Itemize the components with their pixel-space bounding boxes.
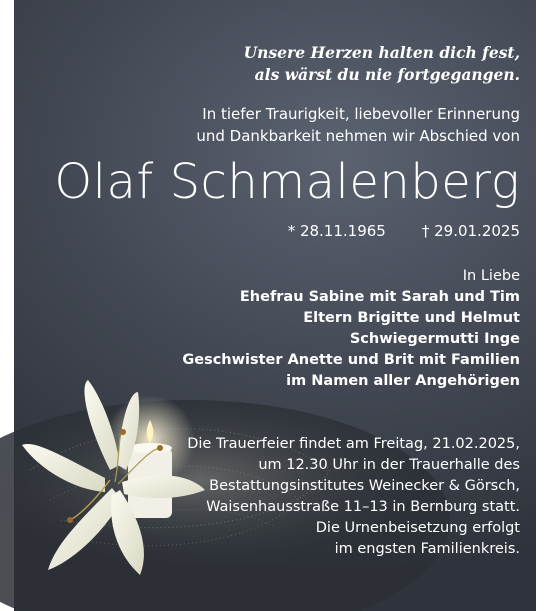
intro-text	[196, 103, 520, 147]
service-line: Waisenhausstraße 11–13 in Bernburg statt.	[206, 499, 520, 515]
intro-line: und Dankbarkeit nehmen wir Abschied von	[196, 127, 520, 145]
service-line: im engsten Familienkreis.	[334, 541, 520, 557]
service-line: um 12.30 Uhr in der Trauerhalle des	[258, 457, 520, 473]
deceased-name: Olaf Schmalenberg	[54, 154, 520, 210]
motto-line: als wärst du nie fortgegangen.	[254, 65, 520, 84]
intro-line: In tiefer Traurigkeit, liebevoller Erinnerung	[202, 105, 520, 123]
mourners-heading: In Liebe	[462, 268, 520, 284]
death-date: † 29.01.2025	[421, 222, 520, 240]
life-dates	[288, 220, 520, 242]
service-line: Die Trauerfeier findet am Freitag, 21.02.2025,	[187, 436, 520, 452]
mourner-line: Eltern Brigitte und Helmut	[303, 310, 520, 326]
motto-line: Unsere Herzen halten dich fest,	[243, 43, 520, 62]
mourner-line: Ehefrau Sabine mit Sarah und Tim	[239, 289, 520, 305]
mourners-list	[182, 266, 520, 392]
mourner-line: Schwiegermutti Inge	[349, 331, 520, 347]
service-line: Die Urnenbeisetzung erfolgt	[315, 520, 520, 536]
motto-verse	[244, 42, 520, 86]
service-line: Bestattungsinstitutes Weinecker & Görsch,	[209, 478, 520, 494]
birth-date: * 28.11.1965	[287, 222, 386, 240]
mourner-line: im Namen aller Angehörigen	[286, 373, 520, 389]
mourner-line: Geschwister Anette und Brit mit Familien	[182, 352, 520, 368]
service-details	[187, 434, 520, 560]
